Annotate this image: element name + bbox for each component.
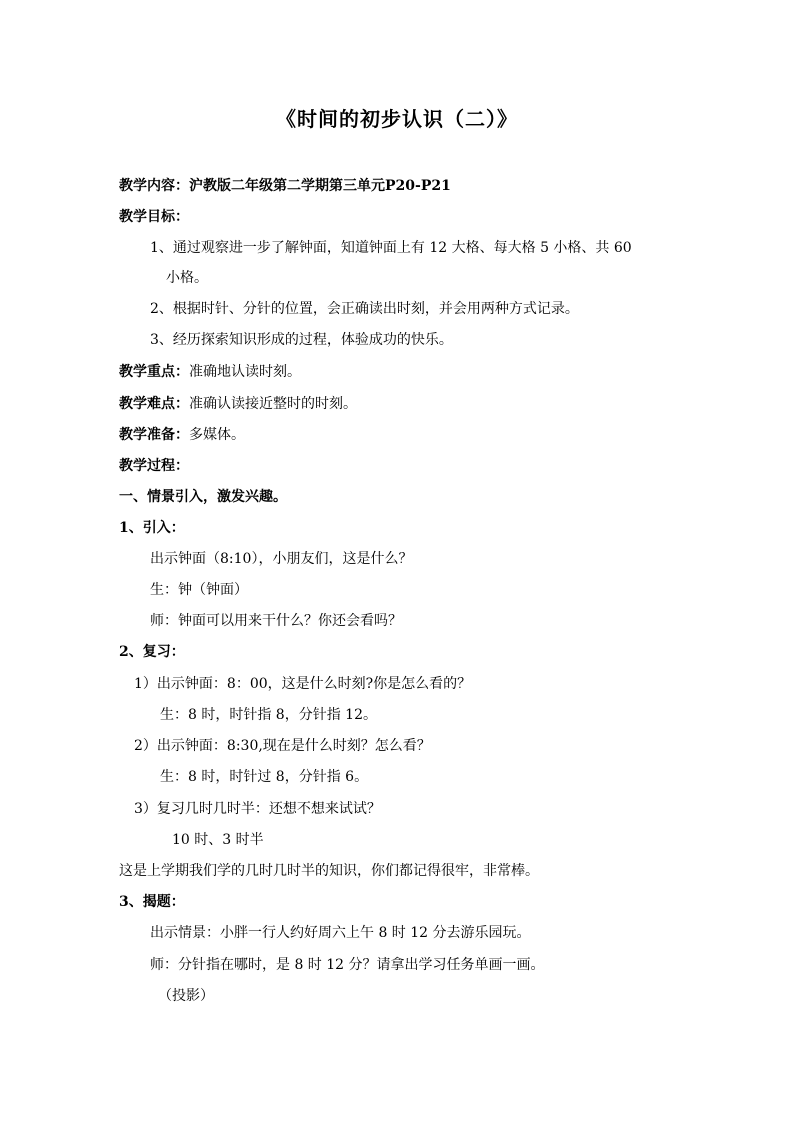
content-line <box>119 176 451 196</box>
difficulty-label: 教学难点： <box>119 396 189 412</box>
step-2-question-1: 1）出示钟面：8：00，这是什么时刻?你是怎么看的？ <box>134 676 472 692</box>
step-2-question-3: 3）复习几时几时半：还想不想来试试？ <box>134 801 381 817</box>
content-text: 沪教版二年级第二学期第三单元P20-P21 <box>189 178 451 194</box>
objective-3: 3、经历探索知识形成的过程，体验成功的快乐。 <box>150 332 453 348</box>
objective-2: 2、根据时针、分针的位置，会正确读出时刻，并会用两种方式记录。 <box>150 301 579 317</box>
step-2-answer-3: 10 时、3 时半 <box>172 832 264 848</box>
step-2-question-2: 2）出示钟面：8:30,现在是什么时刻？怎么看？ <box>134 738 431 754</box>
section-1-heading: 一、情景引入，激发兴趣。 <box>119 489 287 505</box>
preparation-label: 教学准备： <box>119 427 189 443</box>
key-point-line <box>119 362 301 382</box>
step-2-heading: 2、复习： <box>119 644 185 660</box>
step-1-line-3: 师：钟面可以用来干什么？你还会看吗？ <box>150 613 402 629</box>
step-2-answer-2: 生：8 时，时针过 8，分针指 6。 <box>160 769 369 785</box>
document-title: 《时间的初步认识（二）》 <box>276 107 518 131</box>
key-point-label: 教学重点： <box>119 364 189 380</box>
step-3-heading: 3、揭题： <box>119 894 185 910</box>
step-3-line-1: 出示情景：小胖一行人约好周六上午 8 时 12 分去游乐园玩。 <box>150 925 531 941</box>
preparation-line <box>119 425 245 445</box>
difficulty-line <box>119 394 357 414</box>
key-point-text: 准确地认读时刻。 <box>189 364 301 380</box>
objectives-label: 教学目标： <box>119 209 189 225</box>
step-1-line-2: 生：钟（钟面） <box>150 582 248 598</box>
step-1-heading: 1、引入： <box>119 520 185 536</box>
process-label: 教学过程： <box>119 458 189 474</box>
preparation-text: 多媒体。 <box>189 427 245 443</box>
difficulty-text: 准确认读接近整时的时刻。 <box>189 396 357 412</box>
step-1-line-1: 出示钟面（8:10），小朋友们，这是什么？ <box>150 551 413 567</box>
step-2-summary: 这是上学期我们学的几时几时半的知识，你们都记得很牢，非常棒。 <box>119 863 539 879</box>
step-3-line-3: （投影） <box>158 988 214 1004</box>
objective-1b: 小格。 <box>166 270 208 286</box>
step-3-line-2: 师：分针指在哪时，是 8 时 12 分？请拿出学习任务单画一画。 <box>150 957 545 973</box>
objective-1a: 1、通过观察进一步了解钟面，知道钟面上有 12 大格、每大格 5 小格、共 60 <box>150 240 632 256</box>
content-label: 教学内容： <box>119 178 189 194</box>
step-2-answer-1: 生：8 时，时针指 8，分针指 12。 <box>160 707 377 723</box>
